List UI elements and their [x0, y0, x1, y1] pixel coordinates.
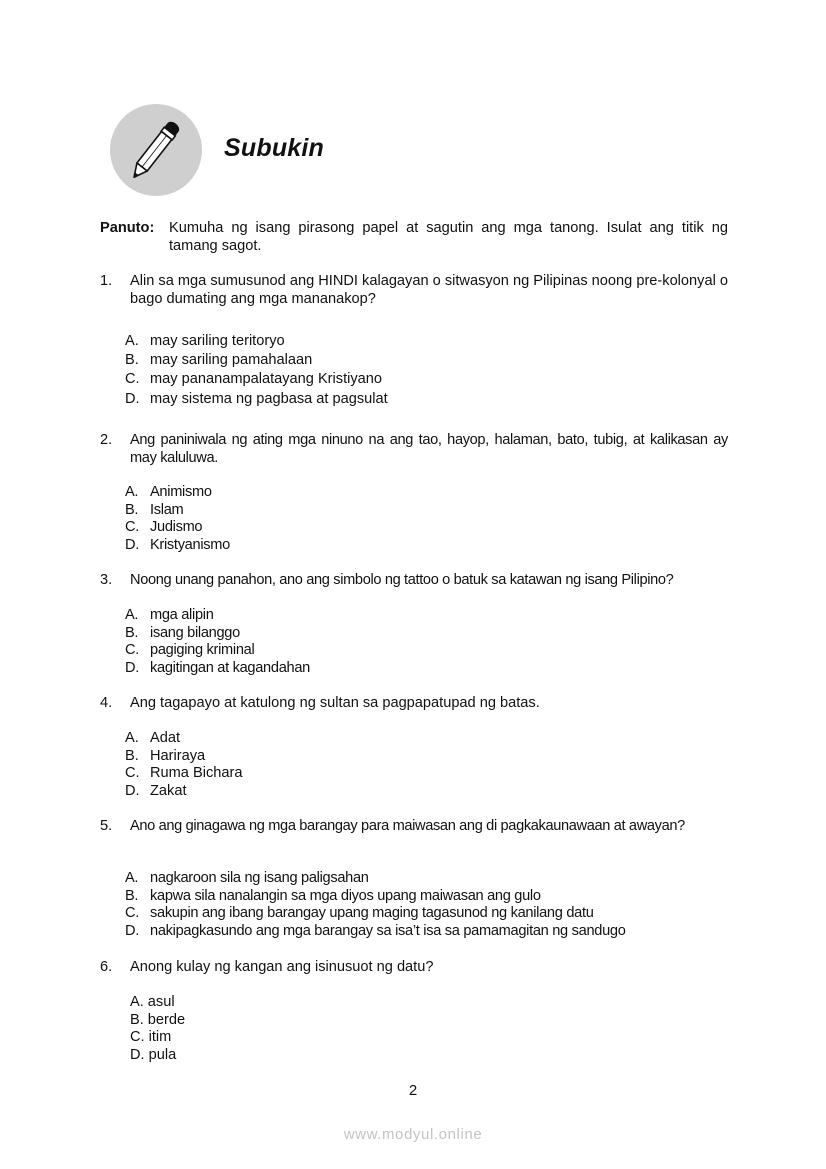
choice-letter: B.: [125, 501, 139, 518]
choice-item: [130, 1047, 185, 1065]
choice-item: [130, 994, 185, 1012]
directions: [100, 219, 728, 255]
question-stem: Ang tagapayo at katulong ng sultan sa pagpapatupad ng batas.: [130, 695, 540, 711]
choice-item: [125, 484, 230, 502]
choice-item: [125, 660, 310, 678]
question-5: [100, 817, 728, 835]
choice-item: [125, 625, 310, 643]
choice-text: may pananampalatayang Kristiyano: [150, 371, 383, 388]
choice-text: sakupin ang ibang barangay upang maging tagasunod ng kanilang datu: [150, 905, 594, 922]
choice-letter: A.: [125, 607, 139, 623]
choice-letter: D.: [125, 536, 139, 553]
choice-letter: D.: [125, 390, 140, 407]
choice-letter: B.: [125, 887, 139, 904]
choice-letter: C.: [125, 519, 139, 536]
directions-label: Panuto:: [100, 220, 155, 236]
choice-text: mga alipin: [150, 607, 214, 623]
choice-item: [125, 502, 230, 520]
choice-letter: B.: [125, 624, 139, 641]
choice-text: Kristyanismo: [150, 536, 230, 553]
choice-letter: B.: [125, 747, 139, 764]
choice-item: [125, 537, 230, 555]
question-stem: Alin sa mga sumusunod ang HINDI kalagayan o sitwasyon ng Pilipinas noong pre-kolonyal o bago dumating ang mga mananakop?: [130, 273, 728, 307]
question-3: [100, 571, 728, 589]
question-4: [100, 694, 728, 712]
choice-text: asul: [147, 994, 175, 1010]
choice-item: [125, 642, 310, 660]
choice-letter: C.: [125, 642, 139, 659]
choice-letter: D.: [125, 922, 139, 939]
choice-item: [125, 748, 242, 766]
watermark: www.modyul.online: [343, 1126, 483, 1143]
choice-letter: A.: [125, 333, 139, 349]
choice-letter: C.: [125, 371, 140, 388]
question-stem: Ang paniniwala ng ating mga ninuno na ang tao, hayop, halaman, bato, tubig, at kalikasan ay may kaluluwa.: [130, 432, 728, 466]
choice-text: Judismo: [150, 519, 203, 536]
choice-text: kapwa sila nanalangin sa mga diyos upang maiwasan ang gulo: [150, 887, 541, 904]
choice-item: [125, 905, 626, 923]
choice-text: Hariraya: [150, 747, 206, 764]
pencil-icon-graphic: [110, 104, 202, 196]
choice-text: Zakat: [150, 782, 187, 799]
choice-item: [125, 923, 626, 941]
choice-item: [125, 333, 388, 351]
choice-letter: C.: [125, 765, 140, 782]
question-2-choices: [125, 484, 230, 554]
choice-item: [125, 519, 230, 537]
choice-text: pula: [148, 1046, 177, 1063]
choice-item: [125, 888, 626, 906]
choice-item: [125, 352, 388, 370]
question-3-choices: [125, 607, 310, 677]
choice-letter: D.: [125, 782, 140, 799]
choice-text: Animismo: [150, 484, 212, 500]
question-2: [100, 431, 728, 467]
section-title: Subukin: [224, 134, 325, 162]
question-number: 2.: [100, 432, 113, 448]
choice-text: Ruma Bichara: [150, 765, 243, 782]
question-number: 5.: [100, 818, 113, 834]
question-4-choices: [125, 730, 242, 800]
choice-item: [125, 870, 626, 888]
choice-letter: B.: [125, 351, 139, 368]
directions-text: Kumuha ng isang pirasong papel at sagutin ang mga tanong. Isulat ang titik ng tamang sagot.: [169, 220, 728, 254]
choice-item: [125, 391, 388, 409]
choice-item: [125, 371, 388, 389]
choice-item: [125, 783, 242, 801]
question-number: 3.: [100, 572, 113, 588]
question-number: 6.: [100, 959, 113, 975]
choice-letter: A.: [130, 994, 144, 1010]
question-1: [100, 272, 728, 308]
question-number: 1.: [100, 273, 113, 289]
choice-text: may sariling teritoryo: [150, 333, 285, 349]
choice-item: [130, 1012, 185, 1030]
choice-text: itim: [148, 1029, 172, 1046]
choice-text: Islam: [150, 501, 184, 518]
choice-letter: D.: [125, 659, 139, 676]
choice-letter: B.: [130, 1011, 144, 1028]
question-6: [100, 958, 728, 976]
question-stem: Noong unang panahon, ano ang simbolo ng tattoo o batuk sa katawan ng isang Pilipino?: [130, 572, 674, 588]
choice-text: isang bilanggo: [150, 624, 240, 641]
choice-text: berde: [147, 1011, 186, 1028]
choice-text: may sistema ng pagbasa at pagsulat: [150, 390, 388, 407]
question-stem: Anong kulay ng kangan ang isinusuot ng datu?: [130, 959, 434, 975]
choice-letter: A.: [125, 484, 139, 500]
choice-item: [125, 730, 242, 748]
choice-text: nagkaroon sila ng isang paligsahan: [150, 870, 369, 886]
choice-item: [130, 1029, 185, 1047]
question-stem: Ano ang ginagawa ng mga barangay para maiwasan ang di pagkakaunawaan at awayan?: [130, 818, 685, 834]
choice-letter: A.: [125, 870, 139, 886]
question-number: 4.: [100, 695, 113, 711]
choice-text: nakipagkasundo ang mga barangay sa isa’t isa sa pamamagitan ng sandugo: [150, 922, 626, 939]
question-5-choices: [125, 870, 626, 940]
choice-text: may sariling pamahalaan: [150, 351, 313, 368]
choice-letter: A.: [125, 730, 139, 746]
choice-text: pagiging kriminal: [150, 642, 255, 659]
page-number: 2: [408, 1082, 418, 1099]
choice-letter: C.: [130, 1029, 145, 1046]
choice-item: [125, 765, 242, 783]
question-6-choices: [130, 994, 185, 1064]
choice-letter: C.: [125, 905, 139, 922]
choice-letter: D.: [130, 1046, 145, 1063]
choice-text: kagitingan at kagandahan: [150, 659, 310, 676]
choice-item: [125, 607, 310, 625]
pencil-icon: [110, 104, 202, 196]
question-1-choices: [125, 333, 388, 408]
choice-text: Adat: [150, 730, 181, 746]
